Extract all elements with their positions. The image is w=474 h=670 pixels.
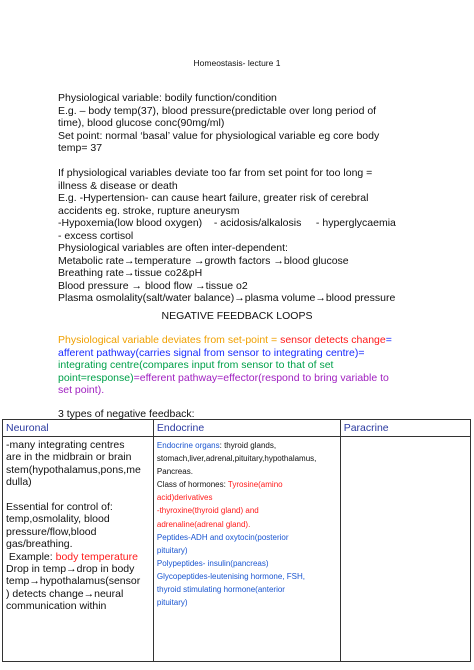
cell-line: ) detects change→neural (6, 587, 124, 600)
class-value: Tyrosine(amino (227, 480, 283, 490)
cell-line: temp→hypothalamus(sensor (6, 575, 141, 588)
cell-line (157, 478, 337, 491)
spacer (58, 155, 428, 168)
note-line: Physiological variables are often inter-dependent: (58, 242, 288, 254)
loop-equals: = (385, 334, 392, 346)
note-line: Set point: normal ‘basal’ value for physiological variable eg core body (58, 129, 380, 142)
cell-line: temp,osmolality, blood (6, 513, 110, 526)
header-neuronal: Neuronal (3, 420, 154, 437)
page-title: Homeostasis- lecture 1 (193, 58, 281, 68)
note-line: time), blood glucose conc(90mg/ml) (58, 117, 225, 129)
loop-line (58, 372, 428, 385)
header-paracrine: Paracrine (340, 420, 470, 437)
loop-line (58, 334, 428, 347)
note-line: temp= 37 (58, 142, 103, 154)
loop-equals: = (268, 334, 281, 346)
cell-line: Glycopeptides-leutenising hormone, FSH, (156, 571, 305, 581)
cell-line: gas/breathing. (6, 538, 73, 551)
cell-line: Pancreas. (156, 467, 193, 477)
cell-line: are in the midbrain or brain (6, 451, 132, 464)
cell-line: stem(hypothalamus,pons,me (6, 463, 141, 476)
loop-setpoint: set point). (58, 384, 105, 396)
cell-line: acid)derivatives (156, 493, 213, 503)
paracrine-cell (340, 437, 470, 662)
cell-line: pressure/flow,blood (6, 525, 97, 538)
endocrine-cell (153, 437, 340, 662)
cell-line: -thyroxine(thyroid gland) and (156, 506, 259, 516)
cell-line: adrenaline(adrenal gland). (156, 519, 251, 529)
cell-spacer (6, 489, 150, 501)
section-heading: NEGATIVE FEEDBACK LOOPS (161, 310, 313, 322)
cell-line: thyroid stimulating hormone(anterior (156, 585, 285, 595)
feedback-types-table (2, 419, 471, 662)
table-header-row (3, 420, 471, 437)
note-line: Blood pressure → blood flow →tissue o2 (58, 279, 248, 292)
cell-line (157, 439, 337, 452)
example-value: body temperature (55, 550, 138, 563)
note-line: Physiological variable: bodily function/condition (58, 92, 277, 104)
cell-line (6, 551, 150, 563)
note-line: E.g. -Hypertension- can cause heart failure, greater risk of cerebral (58, 192, 369, 204)
note-line: Breathing rate→tissue co2&pH (58, 267, 203, 279)
note-line: E.g. – body temp(37), blood pressure(predictable over long period of (58, 104, 377, 117)
organs-text: : thyroid glands, (219, 441, 277, 450)
cell-line: Peptides-ADH and oxytocin(posterior (156, 532, 289, 542)
note-line: Metabolic rate→temperature →growth factors →blood glucose (58, 254, 349, 267)
class-label: Class of hormones: (156, 480, 228, 490)
loop-deviation: Physiological variable deviates from set-point (58, 334, 269, 346)
note-line: - excess cortisol (58, 229, 134, 242)
table-row (3, 437, 471, 662)
cell-line: -many integrating centres (6, 439, 125, 451)
organs-label: Endocrine organs (156, 441, 220, 450)
cell-line: stomach,liver,adrenal,pituitary,hypothalamus, (156, 454, 317, 464)
cell-line: pituitary) (156, 598, 188, 608)
loop-response: point=response) (58, 371, 134, 384)
note-line: Plasma osmolality(salt/water balance)→plasma volume→blood pressure (58, 292, 396, 304)
note-line: -Hypoxemia(low blood oxygen) - acidosis/alkalosis - hyperglycaemia (58, 217, 396, 229)
note-line: If physiological variables deviate too far from set point for too long = (58, 167, 373, 179)
neuronal-cell (3, 437, 154, 662)
feedback-loop-description (58, 334, 428, 397)
header-endocrine: Endocrine (153, 420, 340, 437)
example-label: Example: (6, 550, 56, 563)
cell-line: dulla) (6, 476, 32, 489)
cell-line: Essential for control of: (6, 501, 113, 514)
note-line: accidents eg. stroke, rupture aneurysm (58, 204, 240, 217)
notes-body (58, 92, 428, 305)
cell-line: pituitary) (156, 545, 188, 555)
cell-line: Polypeptides- insulin(pancreas) (156, 558, 269, 568)
note-line: illness & disease or death (58, 179, 178, 192)
cell-line: Drop in temp→drop in body (6, 563, 135, 576)
loop-sensor: sensor detects change (280, 334, 386, 346)
loop-integrating: integrating centre(compares input from sensor to that of set (58, 359, 334, 371)
loop-afferent: afferent pathway(carries signal from sensor to integrating centre)= (58, 346, 365, 359)
loop-efferent: =efferent pathway=effector(respond to bring variable to (133, 371, 389, 384)
cell-line: communication within (6, 600, 107, 613)
types-heading: 3 types of negative feedback: (58, 408, 195, 420)
